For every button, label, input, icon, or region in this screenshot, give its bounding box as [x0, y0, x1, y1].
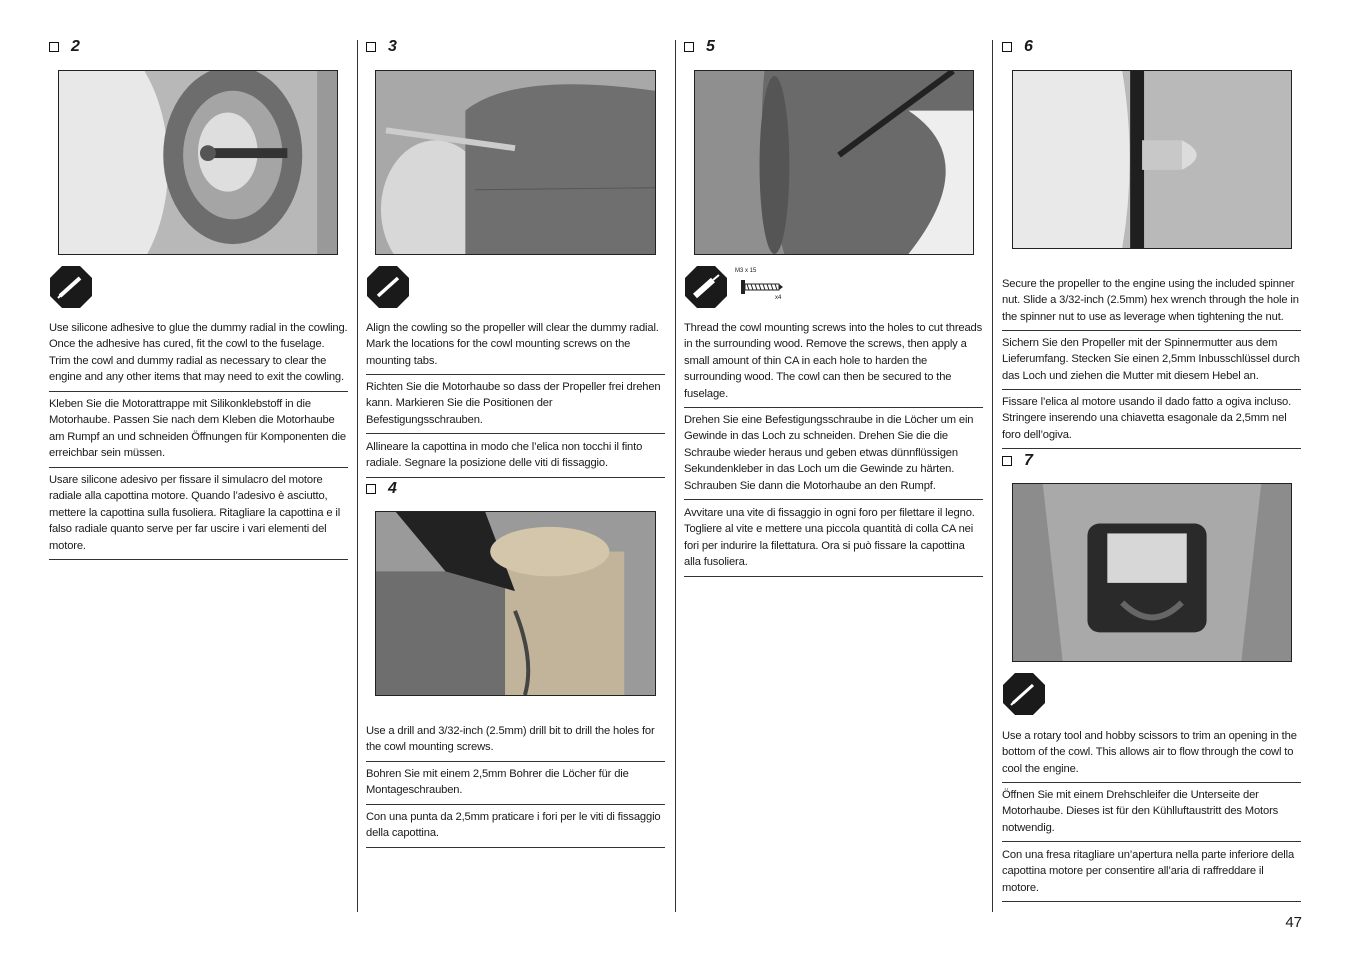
- step-4-header: [366, 478, 397, 500]
- step-2-photo: [58, 70, 338, 255]
- glue-tool-icon: [50, 266, 92, 308]
- step-4-text-it: Con una punta da 2,5mm praticare i fori per le viti di fissaggio della capottina.: [366, 809, 665, 848]
- step-6-header: [1002, 36, 1033, 58]
- step-3-text-de: Richten Sie die Motorhaube so dass der Propeller frei drehen kann. Markieren Sie die Positionen der Befestigungsschrauben.: [366, 379, 665, 434]
- step-number: 3: [388, 38, 397, 55]
- step-5-header: [684, 36, 715, 58]
- checkbox-icon[interactable]: [366, 42, 376, 52]
- page-number: 47: [1285, 914, 1302, 931]
- step-7-text-en: Use a rotary tool and hobby scissors to trim an opening in the bottom of the cowl. This allows air to flow through the cowl to cool the engine.: [1002, 728, 1301, 783]
- step-3-text-en: Align the cowling so the propeller will clear the dummy radial. Mark the locations for the cowl mounting screws on the mounting tabs.: [366, 320, 665, 375]
- column-divider: [675, 40, 676, 912]
- step-6-text-en: Secure the propeller to the engine using the included spinner nut. Slide a 3/32-inch (2.5mm) hex wrench through the hole in the spinner nut to use as leverage when tightening the nut.: [1002, 276, 1301, 331]
- step-number: 7: [1024, 452, 1033, 469]
- screwdriver-icon: [685, 266, 727, 308]
- step-7-text-de: Öffnen Sie mit einem Drehschleifer die Unterseite der Motorhaube. Dieses ist für den Kühlluftaustritt des Motors notwendig.: [1002, 787, 1301, 842]
- step-number: 4: [388, 480, 397, 497]
- step-3-photo: [375, 70, 656, 255]
- step-number: 5: [706, 38, 715, 55]
- step-4-photo: [375, 511, 656, 696]
- step-3-header: [366, 36, 397, 58]
- pen-tool-icon: [367, 266, 409, 308]
- step-2-text-de: Kleben Sie die Motorattrappe mit Silikonklebstoff in die Motorhaube. Passen Sie nach dem Kleben die Motorhaube am Rumpf an und schneiden Öffnungen für Komponenten die erreichbar sein müssen.: [49, 396, 348, 468]
- step-7-photo: [1012, 483, 1292, 662]
- step-5-text-de: Drehen Sie eine Befestigungsschraube in die Löcher um ein Gewinde in das Loch zu schneiden. Drehen Sie die die Schraube wieder heraus und geben etwas dünnflüssigen Sekundenkleber in das Loch um die Gewinde zu härten. Schrauben Sie dann die Motorhaube an den Rumpf.: [684, 412, 983, 500]
- column-divider: [992, 40, 993, 912]
- checkbox-icon[interactable]: [366, 484, 376, 494]
- step-2-text-it: Usare silicone adesivo per fissare il simulacro del motore radiale alla capottina motore. Quando l’adesivo è asciutto, mettere la capottina sulla fusoliera. Ritagliare la capottina e il falso radiale quanto serve per far uscire i vari elementi del motore.: [49, 472, 348, 560]
- checkbox-icon[interactable]: [684, 42, 694, 52]
- column-divider: [357, 40, 358, 912]
- checkbox-icon[interactable]: [1002, 456, 1012, 466]
- step-5-text-it: Avvitare una vite di fissaggio in ogni foro per filettare il legno. Togliere al vite e mettere una piccola quantità di colla CA nei fori per indurire la filettatura. Ora si può fissare la capottina alla fusoliera.: [684, 505, 983, 577]
- step-4-text-en: Use a drill and 3/32-inch (2.5mm) drill bit to drill the holes for the cowl mounting screws.: [366, 723, 665, 762]
- step-number: 2: [71, 38, 80, 55]
- step-5-text-en: Thread the cowl mounting screws into the holes to cut threads in the surrounding wood. Remove the screws, then apply a small amount of thin CA in each hole to harden the surrounding wood. The cowl can then be secured to the fuselage.: [684, 320, 983, 408]
- checkbox-icon[interactable]: [1002, 42, 1012, 52]
- step-3-text-it: Allineare la capottina in modo che l’elica non tocchi il finto radiale. Segnare la posizione delle viti di fissaggio.: [366, 439, 665, 478]
- screw-icon: [741, 280, 783, 294]
- screw-size-label: M3 x 15: [735, 268, 757, 274]
- step-7-header: [1002, 450, 1033, 472]
- step-7-text-it: Con una fresa ritagliare un’apertura nella parte inferiore della capottina motore per consentire all’aria di raffreddare il motore.: [1002, 847, 1301, 902]
- step-2-text-en: Use silicone adhesive to glue the dummy radial in the cowling. Once the adhesive has cured, fit the cowl to the fuselage. Trim the cowl and dummy radial as necessary to clear the engine and any other items that may need to exit the cowling.: [49, 320, 348, 392]
- step-6-photo: [1012, 70, 1292, 249]
- checkbox-icon[interactable]: [49, 42, 59, 52]
- step-2-header: [49, 36, 80, 58]
- step-6-text-it: Fissare l’elica al motore usando il dado fatto a ogiva incluso. Stringere inserendo una chiavetta esagonale da 2,5mm nel foro dell’ogiva.: [1002, 394, 1301, 449]
- screw-quantity: x4: [775, 295, 782, 301]
- step-4-text-de: Bohren Sie mit einem 2,5mm Bohrer die Löcher für die Montageschrauben.: [366, 766, 665, 805]
- step-5-photo: [694, 70, 974, 255]
- step-number: 6: [1024, 38, 1033, 55]
- step-6-text-de: Sichern Sie den Propeller mit der Spinnermutter aus dem Lieferumfang. Stecken Sie einen 2,5mm Inbusschlüssel durch das Loch und ziehen die Mutter mit diesem Hebel an.: [1002, 335, 1301, 390]
- cutting-tool-icon: [1003, 673, 1045, 715]
